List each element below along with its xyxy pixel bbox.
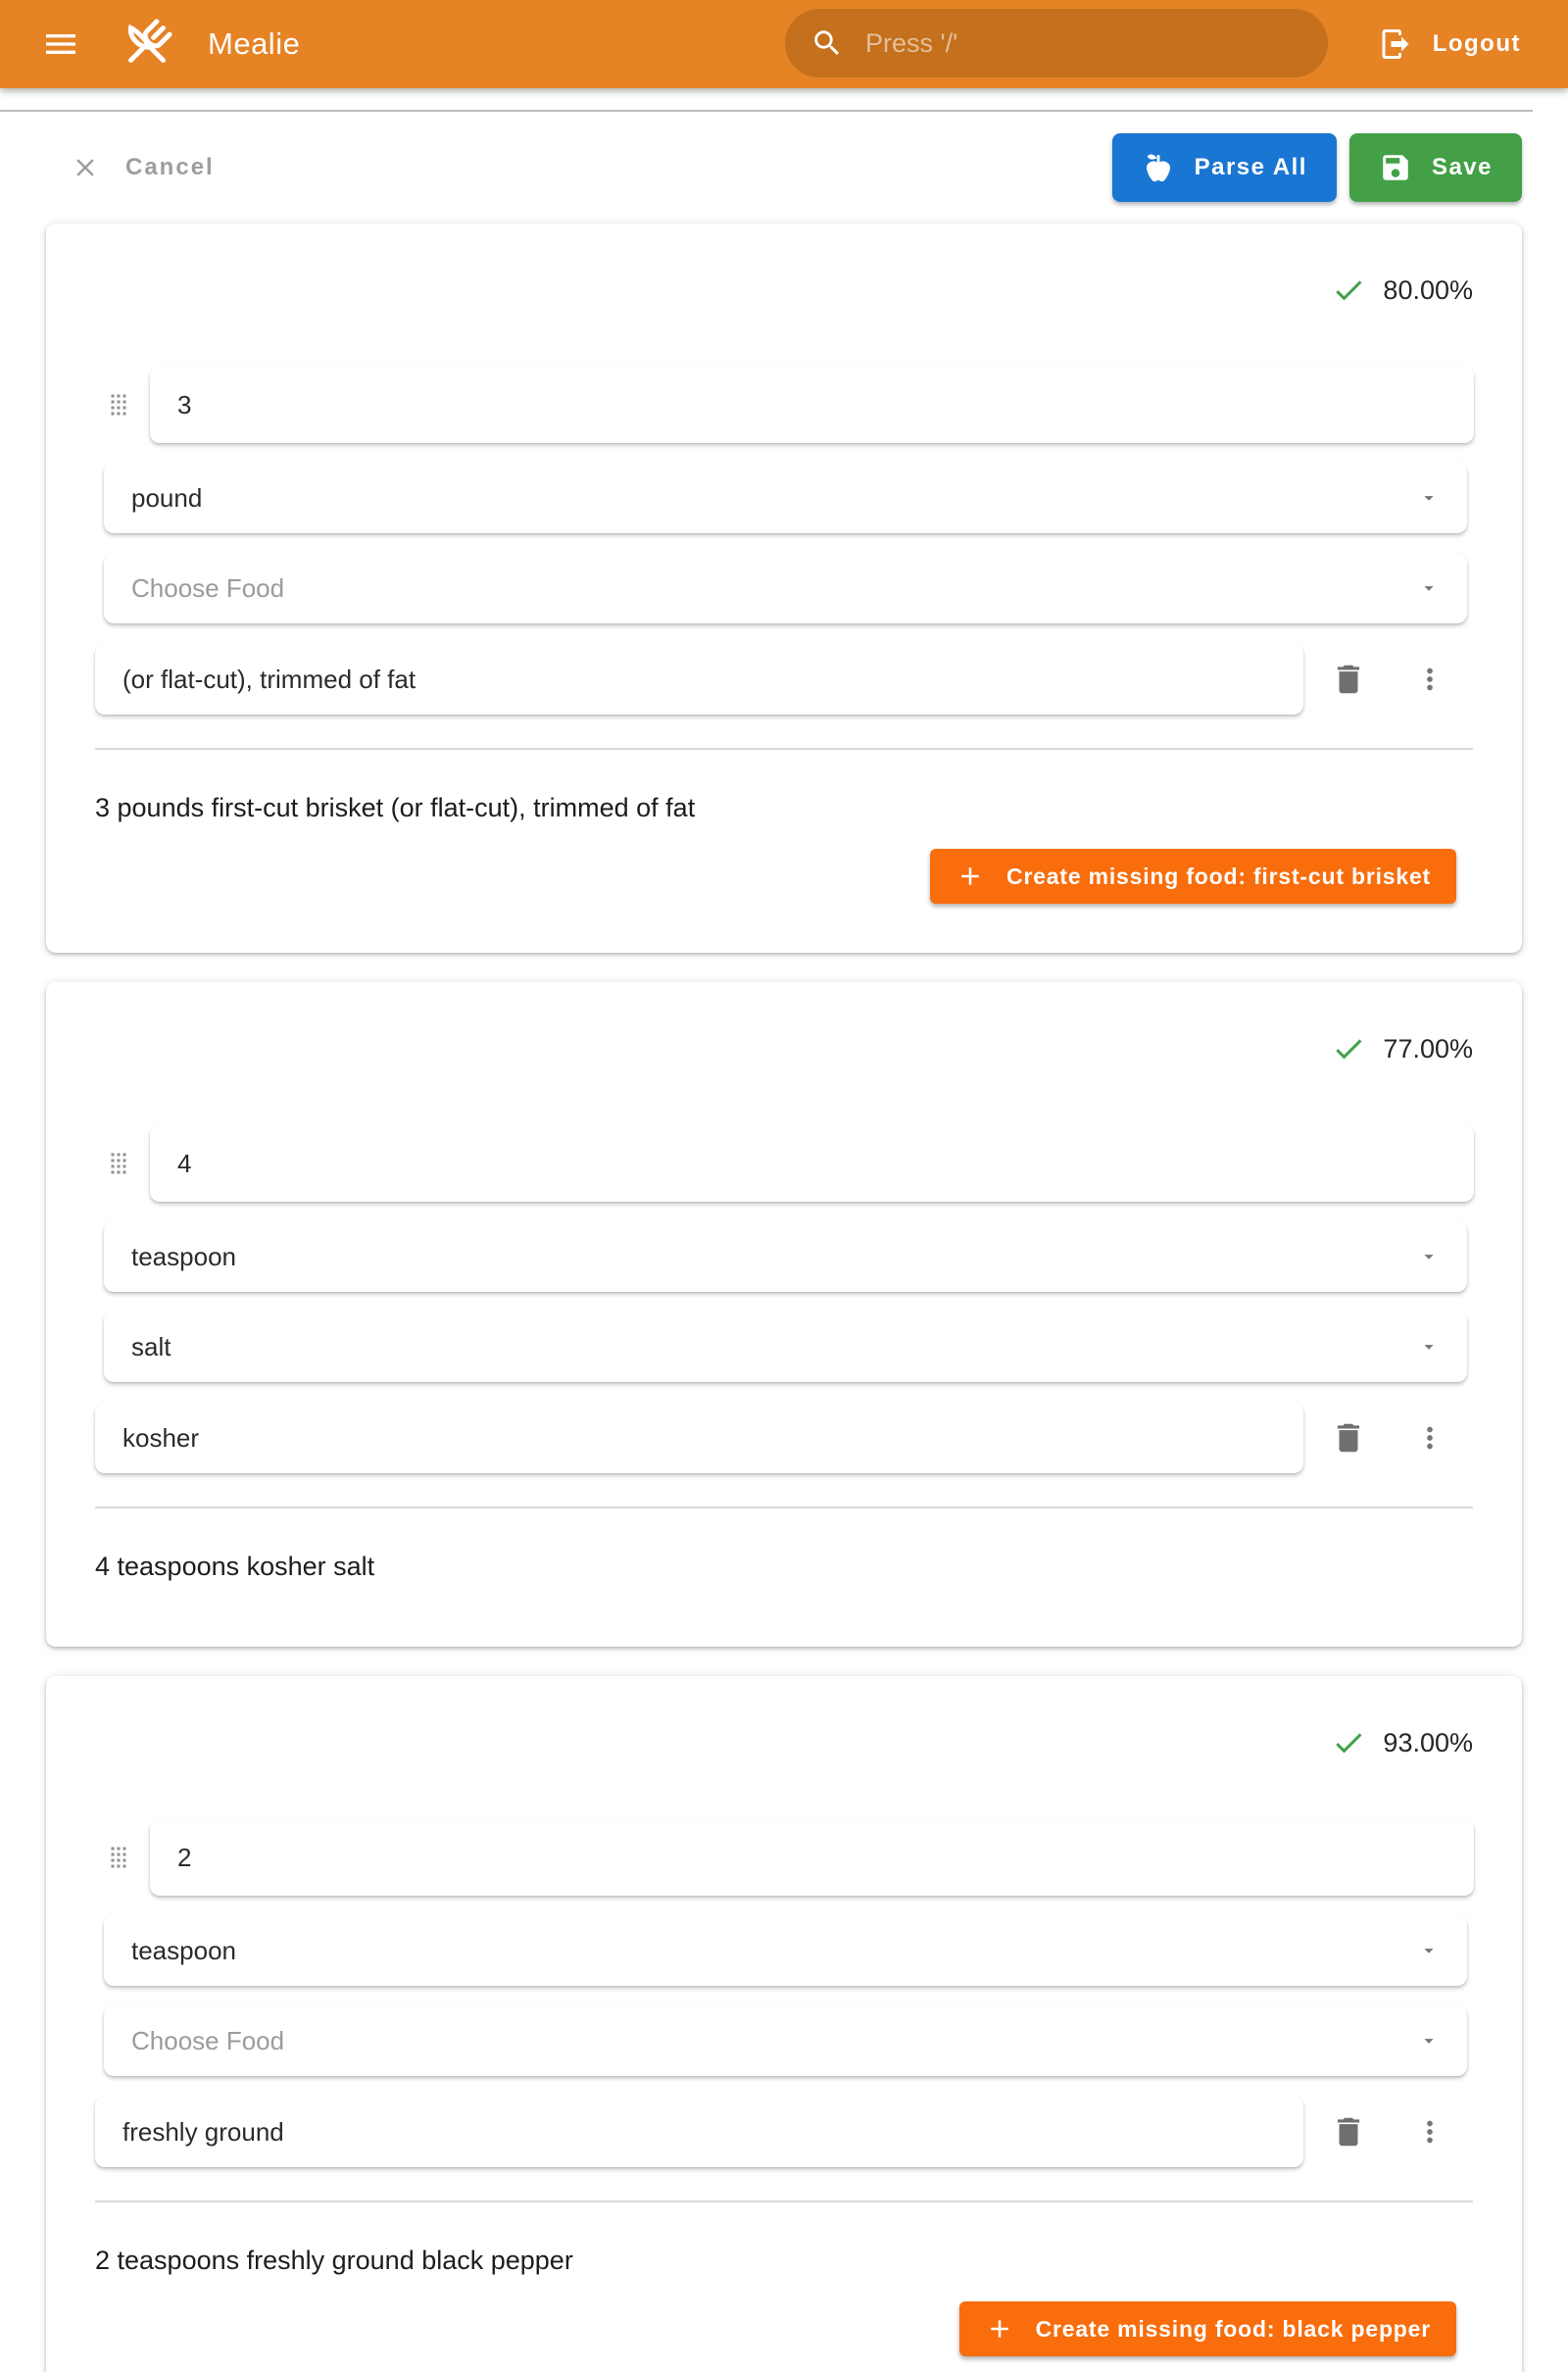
amount-row [101,367,1474,443]
note-input[interactable] [95,1403,1303,1473]
note-row [95,1403,1522,1473]
check-icon [1331,1725,1366,1760]
create-missing-food-button[interactable] [930,849,1456,904]
more-options-button[interactable] [1413,663,1446,696]
cancel-button[interactable] [71,153,215,182]
confidence-value: 93.00% [1383,1727,1473,1757]
cancel-label: Cancel [125,154,215,180]
card-divider [95,2200,1473,2202]
mealie-logo-icon [120,17,174,72]
note-row [95,644,1522,715]
create-food-row [46,2301,1456,2356]
save-icon [1379,151,1412,184]
check-icon [1331,1031,1366,1066]
parse-all-label: Parse All [1194,154,1307,180]
note-value: freshly ground [122,2116,284,2147]
original-ingredient-text: 2 teaspoons freshly ground black pepper [95,2246,573,2275]
food-placeholder: Choose Food [131,572,285,603]
food-value: salt [131,1331,172,1361]
ingredient-card [46,982,1522,1647]
apple-icon [1142,151,1175,184]
chevron-down-icon [1418,2030,1440,2051]
note-input[interactable] [95,2097,1303,2167]
drag-handle-icon[interactable] [101,1836,136,1879]
create-missing-food-button[interactable] [959,2301,1456,2356]
logout-button[interactable] [1368,21,1531,68]
more-options-button[interactable] [1413,1421,1446,1455]
save-label: Save [1431,154,1493,180]
quantity-input[interactable] [150,1125,1474,1202]
card-divider [95,1507,1473,1508]
unit-value: pound [131,482,203,513]
delete-button[interactable] [1330,661,1367,698]
search-icon [810,26,844,60]
original-ingredient-text: 4 teaspoons kosher salt [95,1552,375,1581]
delete-button[interactable] [1330,2113,1367,2150]
unit-value: teaspoon [131,1241,236,1271]
app-header [0,0,1568,88]
ingredient-card [46,1676,1522,2372]
amount-row [101,1125,1474,1202]
unit-select[interactable] [104,1221,1467,1292]
quantity-value: 2 [177,1842,192,1872]
unit-select[interactable] [104,463,1467,533]
save-button[interactable] [1349,133,1522,202]
quantity-value: 4 [177,1148,192,1178]
confidence-row [46,223,1522,308]
food-select[interactable] [104,1311,1467,1382]
note-row [95,2097,1522,2167]
hamburger-menu-icon[interactable] [41,25,80,64]
original-ingredient-text: 3 pounds first-cut brisket (or flat-cut), trimmed of fat [95,793,696,822]
drag-handle-icon[interactable] [101,383,136,426]
logout-icon [1378,26,1413,62]
unit-select[interactable] [104,1915,1467,1986]
plus-icon [956,862,985,891]
ingredient-card [46,223,1522,953]
note-value: (or flat-cut), trimmed of fat [122,664,416,694]
create-missing-food-label: Create missing food: black pepper [1035,2315,1431,2342]
confidence-row [46,1676,1522,1760]
note-input[interactable] [95,644,1303,715]
create-food-row [46,849,1456,904]
note-value: kosher [122,1422,200,1453]
chevron-down-icon [1418,487,1440,509]
confidence-value: 80.00% [1383,274,1473,305]
logout-label: Logout [1432,30,1521,57]
create-missing-food-label: Create missing food: first-cut brisket [1006,863,1431,889]
confidence-value: 77.00% [1383,1033,1473,1063]
chevron-down-icon [1418,1336,1440,1358]
parse-all-button[interactable] [1112,133,1337,202]
delete-button[interactable] [1330,1419,1367,1457]
food-select[interactable] [104,2005,1467,2076]
quantity-value: 3 [177,389,192,420]
search-input[interactable] [785,9,1328,77]
food-select[interactable] [104,553,1467,623]
card-divider [95,748,1473,750]
chevron-down-icon [1418,577,1440,599]
editor-toolbar [0,112,1568,223]
chevron-down-icon [1418,1246,1440,1267]
search-placeholder: Press '/' [865,27,958,58]
close-icon [71,153,100,182]
app-title: Mealie [208,26,301,61]
plus-icon [985,2314,1014,2344]
quantity-input[interactable] [150,367,1474,443]
more-options-button[interactable] [1413,2115,1446,2149]
drag-handle-icon[interactable] [101,1142,136,1185]
unit-value: teaspoon [131,1935,236,1965]
confidence-row [46,982,1522,1066]
check-icon [1331,272,1366,308]
ingredient-parser-list [0,223,1568,2372]
food-placeholder: Choose Food [131,2025,285,2055]
chevron-down-icon [1418,1940,1440,1961]
amount-row [101,1819,1474,1896]
quantity-input[interactable] [150,1819,1474,1896]
